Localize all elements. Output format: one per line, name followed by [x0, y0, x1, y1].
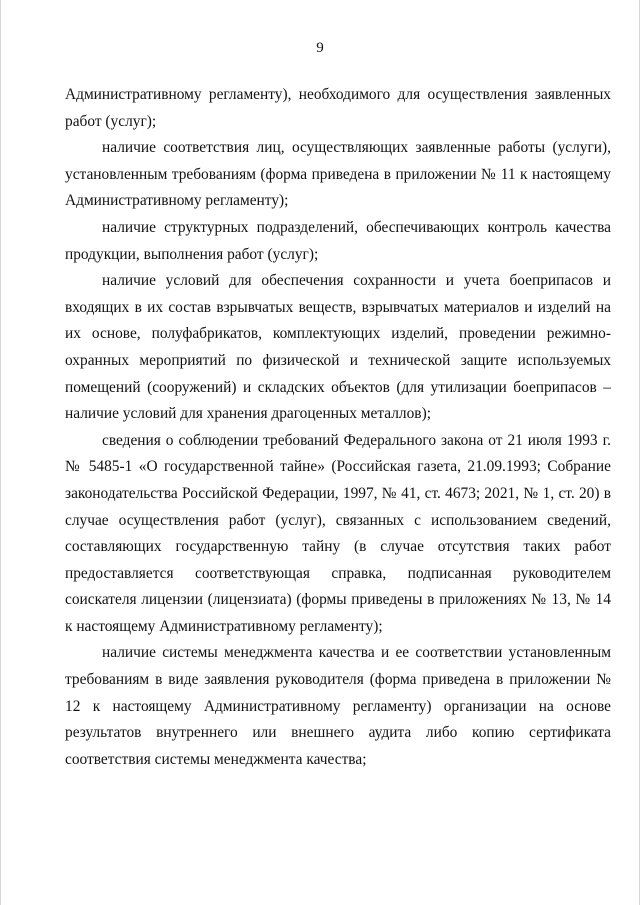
paragraph-ammunition-storage: наличие условий для обеспечения сохранности и учета боеприпасов и входящих в их состав взрывчатых веществ, взрывчатых материалов и изделий на их основе, полуфабрикатов, комплектующих изделий, проведении режимно-охранных мероприятий по физической и технической защите используемых помещений (сооружений) и складских объектов (для утилизации боеприпасов – наличие условий для хранения драгоценных металлов); — [65, 272, 611, 423]
document-body — [65, 82, 611, 773]
paragraph-continuation: Административному регламенту), необходимого для осуществления заявленных работ (услуг); — [65, 86, 611, 130]
paragraph-quality-management: наличие системы менеджмента качества и ее соответствии установленным требованиям в виде заявления руководителя (форма приведена в приложении № 12 к настоящему Административному регламенту) организации на основе результатов внутреннего или внешнего аудита либо копию сертификата соответствия системы менеджмента качества; — [65, 644, 611, 768]
paragraph-personnel-compliance: наличие соответствия лиц, осуществляющих заявленные работы (услуги), установленным требованиям (форма приведена в приложении № 11 к настоящему Административному регламенту); — [65, 139, 611, 210]
page-number: 9 — [316, 40, 324, 56]
paragraph-quality-control-units: наличие структурных подразделений, обеспечивающих контроль качества продукции, выполнения работ (услуг); — [65, 218, 611, 263]
paragraph-state-secret: сведения о соблюдении требований Федерального закона от 21 июля 1993 г. № 5485-1 «О государственной тайне» (Российская газета, 21.09.1993; Собрание законодательства Российской Федерации, 1997, № 41, ст. 4673; 2021, № 1, ст. 20) в случае осуществления работ (услуг), связанных с использованием сведений, составляющих государственную тайну (в случае отсутствия таких работ предоставляется соответствующая справка, подписанная руководителем соискателя лицензии (лицензиата) (формы приведены в приложениях № 13, № 14 к настоящему Административному регламенту); — [65, 431, 611, 635]
